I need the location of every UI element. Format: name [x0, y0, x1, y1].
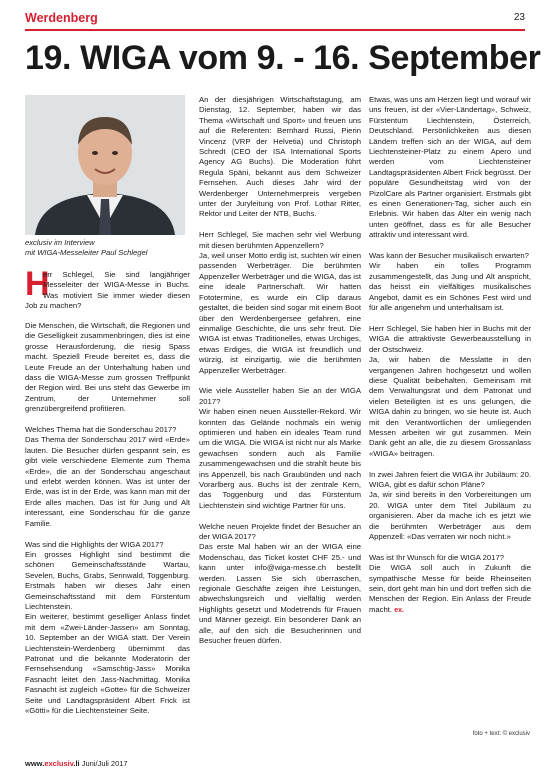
question-6: Welche neuen Projekte findet der Besucher an der WIGA 2017? — [199, 521, 361, 542]
answer-3a: Ein grosses Highlight sind bestimmt die schönen Gemeinschaftsstände Wartau, Sevelen, Buchs, Grabs, Sennwald, Toggenburg. Erstmals haben wir dieses Jahr einen Gemeinschaftsstand mit dem Fürstentum Liechtenstein. — [25, 549, 190, 611]
photo-caption — [25, 238, 190, 258]
question-3: Was sind die Highlights der WIGA 2017? — [25, 539, 164, 549]
portrait-illustration — [25, 95, 185, 235]
question-5: Wie viele Aussteller haben Sie an der WIGA 2017? — [199, 386, 361, 406]
answer-3c: An der diesjährigen Wirtschaftstagung, am Dienstag, 12. September, haben wir das Thema «Wirtschaft und Sport» und freuen uns auf die Referenten: Bernhard Russi, Pierin Vincenz (VRP der Helvetia) und Christoph Schredt (CEO der ISA International Sports Agency AG Buchs). Die Moderation führt Regula Späni, bekannt aus dem Schweizer Fernsehen. Auch dieses Jahr wird der Werdenberger Unternehmerpreis vergeben unter der Juryleitung von Prof. Lothar Ritter, Rektor und Leiter der NTB, Buchs. — [199, 95, 361, 219]
column-1 — [25, 321, 190, 715]
question-4: Herr Schlegel, Sie machen sehr viel Werbung mit diesen berühmten Appenzellern? — [199, 230, 361, 250]
page-header — [25, 9, 525, 27]
intro-question: err Schlegel, Sie sind langjähriger Messeleiter der WIGA-Messe in Buchs. Was motiviert Sie immer wieder diesen Job zu machen? — [25, 270, 190, 311]
headline — [25, 38, 541, 78]
question-10: Was ist Ihr Wunsch für die WIGA 2017? — [369, 552, 505, 562]
answer-3b: Ein weiterer, bestimmt geselliger Anlass findet mit dem «Zwei-Länder-Jassen» am Sonntag, 10. September an der WIGA statt. Der Verein Liechtenstein-Werdenberg übernimmt das Patronat und die bekannte Moderatorin der Fernsehsendung «Samschtig-Jass» Monika Fasnacht leitet den Jass-Nachmittag. Monika Fasnacht ist zugleich «Gotte» für die Schweizer Seite und Landtagspräsident Albert Frick ist «Götti» für die Liechtensteiner Seite. — [25, 612, 190, 715]
drop-cap: H — [25, 265, 50, 303]
section-label: Werdenberg — [25, 11, 98, 25]
page-footer — [25, 759, 525, 771]
answer-4: Ja, weil unser Motto erdig ist, suchten wir einen passenden Werbeträger. Die berühmten Appenzeller Werbeträger und die WIGA, das ist eine ideale Partnerschaft. Wir hatten Fototermine, es wurde ein Clip daraus gestaltet, die beiden sind sogar mit einem Boot über den Werdenbergersee gefahren, eine einmalige Geschichte, die uns sehr freut. Die WIGA ist etwas Traditionelles, etwas Urchiges, etwas Erdiges, die WIGA ist freundlich und würzig, ist einzigartig, wie die berühmten Appenzeller Werbeträger. — [199, 251, 361, 375]
answer-7: Wir haben ein tolles Programm zusammengestellt, das Jung und Alt anspricht, das heisst ein vielfältiges musikalisches Angebot, damit es ein Schönes Fest wird und für alle angenehm und unterhaltsam ist. — [369, 261, 531, 313]
footer-issue: Juni/Juli 2017 — [81, 759, 128, 768]
page-number: 23 — [513, 12, 525, 23]
question-2: Welches Thema hat die Sonderschau 2017? — [25, 425, 177, 435]
question-8: Herr Schlegel, Sie haben hier in Buchs mit der WIGA die attraktivste Gewerbeausstellung in der Ostschweiz. — [369, 323, 531, 354]
answer-10: Die WIGA soll auch in Zukunft die sympathische Messe für beide Rheinseiten sein, dort geht man hin und dort treffen sich die Menschen der Region. Ein Anlass der Freude macht. — [369, 563, 531, 614]
caption-line-2: mit WIGA-Messeleiter Paul Schlegel — [25, 248, 148, 257]
intro-block — [25, 265, 190, 312]
answer-5: Wir haben einen neuen Aussteller-Rekord. Wir konnten das Gelände nochmals ein wenig optimieren und haben ein ideales Team rund um die WIGA. Die WIGA ist nicht nur als Marke gewachsen sondern auch als Familie zusammengewachsen und die strahlt heute bis ins Appenzell, bis nach Graubünden und nach Vorarlberg aus. Buchs ist der zentrale Kern, das Toggenburg und das Fürstentum Liechtenstein sind wichtige Partner für uns. — [199, 407, 361, 510]
end-mark: ex. — [394, 606, 404, 614]
answer-9: Ja, wir sind bereits in den Vorbereitungen um 20. WIGA unter dem Titel Jubiläum zu organisieren. Aber da mache ich es jetzt wie die berühmten Werbeträger aus dem Appenzell: «Das verraten wir noch nicht.» — [369, 490, 531, 542]
question-9: In zwei Jahren feiert die WIGA ihr Jubiläum: 20. WIGA, gibt es dafür schon Pläne? — [369, 469, 531, 489]
answer-6a: Das erste Mal haben wir an der WIGA eine Modenschau, das Ticket kostet CHF 25.- und kann unter info@wiga-messe.ch bestellt werden. Lassen Sie sich überraschen, regionale Geschäfte zeigen ihre Leistungen, abwechslungsreich und vielfältig werden Highlights gesetzt und Modetrends für Frauen und Männer gezeigt. Ein besonderer Dank an alle, auf den sich die Besucherinnen und Besucher freuen dürfen. — [199, 542, 361, 646]
column-3 — [369, 95, 531, 616]
caption-line-1: exclusiv im Interview — [25, 238, 95, 247]
question-7: Was kann der Besucher musikalisch erwarten? — [369, 251, 529, 261]
answer-1: Die Menschen, die Wirtschaft, die Regionen und die Geselligkeit zusammenbringen, dies ist eine grosse Herausforderung, die riesig Spass macht. Speziell Freude bereitet es, dass die Leute Freude an der Unterhaltung haben und dass die WIGA-Messe zum grossen Treffpunkt der Region wird. Bei uns steht das Gewerbe im Zentrum, der Unternehmer soll grenzübergreifend profitieren. — [25, 321, 190, 414]
portrait-photo — [25, 95, 185, 235]
headline-rest: vom 9. - 16. September — [169, 39, 541, 77]
answer-6b: Etwas, was uns am Herzen liegt und worauf wir uns freuen, ist der «Vier-Ländertag», Schweiz, Fürstentum Liechtenstein, Österreich, Deutschland. Persönlichkeiten aus diesen Ländern treffen sich an der WIGA, auf dem Liechtensteiner-Platz zu einem Apero und werden vom Liechtensteiner Landtagspräsidenten Albert Frick begrüsst. Der populäre Gesundheitstag wird von der PizolCare als Partner organisiert. Erstmals gibt es einen Generationen-Tag, sicher auch ein Erlebnis. Wir haben das Alter ein wenig nach unten geöffnet, dass es für alle Besucher attraktiv und interessant wird. — [369, 95, 531, 240]
header-rule — [25, 29, 525, 31]
column-2 — [199, 95, 361, 646]
footer-url[interactable]: www.exclusiv.li — [25, 759, 80, 768]
photo-credit: foto + text: © exclusiv — [472, 731, 530, 737]
answer-8: Ja, wir haben die Messlatte in den vergangenen Jahren hochgesetzt und wollen diese Qualität beibehalten. Gemeinsam mit dem Verwaltungsrat und dem Patronat und vielen Beteiligten ist es uns gelungen, die WIGA dahin zu bringen, wo sie heute ist. Auch mit den Verantwortlichen der umliegenden Messen arbeiten wir gut zusammen. Mein Dank geht an alle, die zu diesem Grossanlass «WIGA» beitragen. — [369, 355, 531, 458]
answer-2: Das Thema der Sonderschau 2017 wird «Erde» lauten. Die Besucher dürfen gespannt sein, es gibt viele verschiedene Elemente zum Thema «Erde», die an der Sonderschau angeschaut und erlebt werden können. Was ist unter der Erde, was ist in der Erde, was kann man mit der Erde alles machen. Das ist für Jung und Alt interessant, eine Sonderschau für die ganze Familie. — [25, 435, 190, 528]
headline-bold: 19. WIGA — [25, 39, 170, 77]
